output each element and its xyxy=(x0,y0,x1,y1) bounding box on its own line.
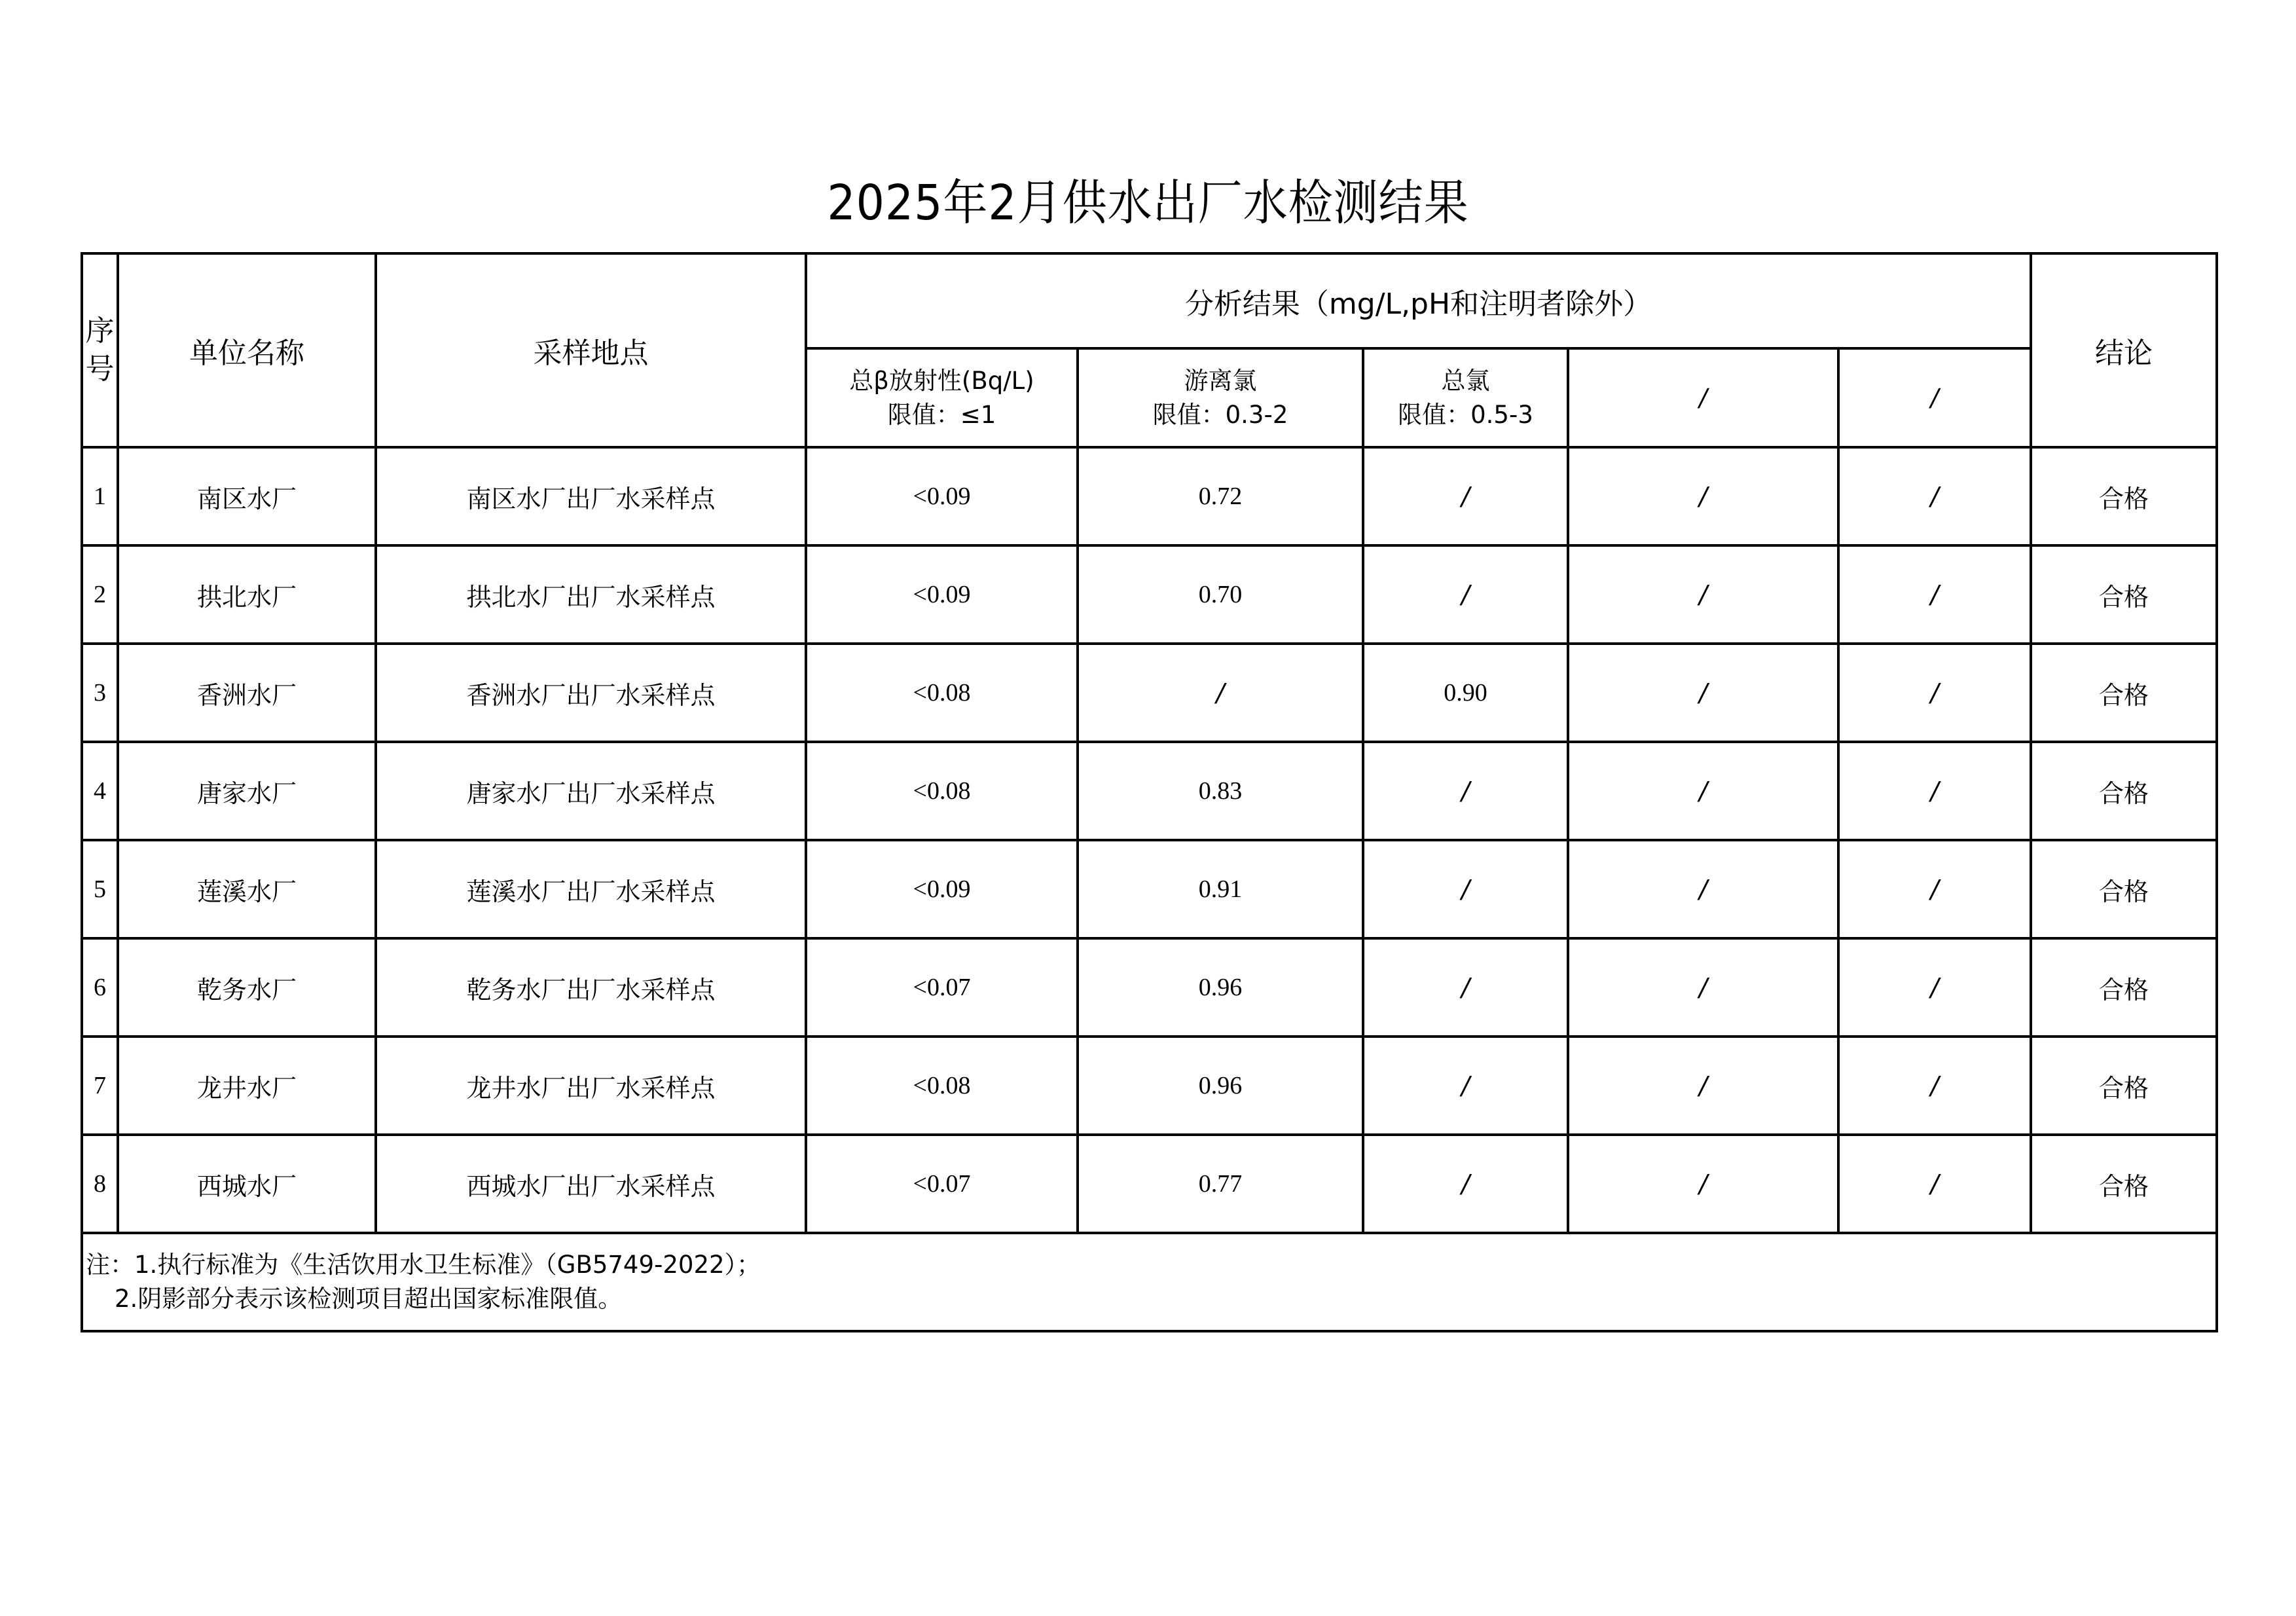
header-sampling-site: 采样地点 xyxy=(376,253,806,447)
cell-col4: / xyxy=(1568,545,1838,644)
cell-beta: <0.08 xyxy=(806,1037,1078,1135)
cell-col5: / xyxy=(1838,545,2031,644)
cell-unit: 香洲水厂 xyxy=(118,644,376,742)
cell-beta: <0.09 xyxy=(806,545,1078,644)
table-row xyxy=(82,840,2217,938)
cell-free-chlorine: 0.70 xyxy=(1078,545,1363,644)
cell-conclusion: 合格 xyxy=(2031,938,2217,1037)
header-seq-label: 序号 xyxy=(85,314,115,386)
notes-cell xyxy=(82,1233,2217,1331)
cell-free-chlorine: / xyxy=(1078,644,1363,742)
cell-site: 南区水厂出厂水采样点 xyxy=(376,447,806,545)
cell-total-chlorine: 0.90 xyxy=(1363,644,1568,742)
cell-col4: / xyxy=(1568,938,1838,1037)
cell-col5: / xyxy=(1838,1135,2031,1233)
cell-unit: 龙井水厂 xyxy=(118,1037,376,1135)
cell-site: 莲溪水厂出厂水采样点 xyxy=(376,840,806,938)
table-row xyxy=(82,545,2217,644)
cell-conclusion: 合格 xyxy=(2031,1135,2217,1233)
cell-seq: 8 xyxy=(82,1135,118,1233)
cell-site: 香洲水厂出厂水采样点 xyxy=(376,644,806,742)
cell-col4: / xyxy=(1568,644,1838,742)
cell-conclusion: 合格 xyxy=(2031,447,2217,545)
table-row xyxy=(82,1037,2217,1135)
cell-col4: / xyxy=(1568,1135,1838,1233)
cell-col5: / xyxy=(1838,644,2031,742)
cell-unit: 莲溪水厂 xyxy=(118,840,376,938)
header-beta-limit: 限值：≤1 xyxy=(887,400,996,429)
header-total-chlorine-name: 总氯 xyxy=(1441,366,1490,395)
cell-col4: / xyxy=(1568,840,1838,938)
cell-total-chlorine: / xyxy=(1363,938,1568,1037)
cell-site: 唐家水厂出厂水采样点 xyxy=(376,742,806,840)
cell-beta: <0.09 xyxy=(806,840,1078,938)
cell-col4: / xyxy=(1568,1037,1838,1135)
cell-free-chlorine: 0.83 xyxy=(1078,742,1363,840)
cell-conclusion: 合格 xyxy=(2031,644,2217,742)
note-shading: 2.阴影部分表示该检测项目超出国家标准限值。 xyxy=(115,1285,623,1313)
cell-col5: / xyxy=(1838,840,2031,938)
cell-conclusion: 合格 xyxy=(2031,545,2217,644)
cell-site: 乾务水厂出厂水采样点 xyxy=(376,938,806,1037)
header-beta-radioactivity xyxy=(806,348,1078,447)
cell-free-chlorine: 0.96 xyxy=(1078,938,1363,1037)
cell-free-chlorine: 0.72 xyxy=(1078,447,1363,545)
cell-conclusion: 合格 xyxy=(2031,840,2217,938)
table-row xyxy=(82,742,2217,840)
cell-total-chlorine: / xyxy=(1363,840,1568,938)
notes-row xyxy=(82,1233,2217,1331)
water-quality-results-table xyxy=(81,252,2218,1332)
cell-unit: 西城水厂 xyxy=(118,1135,376,1233)
cell-total-chlorine: / xyxy=(1363,1135,1568,1233)
cell-col4: / xyxy=(1568,447,1838,545)
page-title: 2025年2月供水出厂水检测结果 xyxy=(827,175,1469,231)
cell-seq: 3 xyxy=(82,644,118,742)
cell-free-chlorine: 0.96 xyxy=(1078,1037,1363,1135)
cell-col5: / xyxy=(1838,938,2031,1037)
cell-free-chlorine: 0.91 xyxy=(1078,840,1363,938)
cell-seq: 2 xyxy=(82,545,118,644)
cell-total-chlorine: / xyxy=(1363,447,1568,545)
cell-site: 龙井水厂出厂水采样点 xyxy=(376,1037,806,1135)
header-seq xyxy=(82,253,118,447)
cell-seq: 7 xyxy=(82,1037,118,1135)
cell-col5: / xyxy=(1838,1037,2031,1135)
cell-total-chlorine: / xyxy=(1363,742,1568,840)
cell-total-chlorine: / xyxy=(1363,1037,1568,1135)
cell-seq: 6 xyxy=(82,938,118,1037)
header-free-chlorine-limit: 限值：0.3-2 xyxy=(1152,400,1288,429)
cell-unit: 拱北水厂 xyxy=(118,545,376,644)
cell-col5: / xyxy=(1838,742,2031,840)
header-free-chlorine-name: 游离氯 xyxy=(1184,366,1257,395)
cell-beta: <0.08 xyxy=(806,644,1078,742)
header-empty-col-4: / xyxy=(1568,348,1838,447)
table-row xyxy=(82,1135,2217,1233)
cell-col4: / xyxy=(1568,742,1838,840)
cell-unit: 乾务水厂 xyxy=(118,938,376,1037)
cell-beta: <0.07 xyxy=(806,938,1078,1037)
table-row xyxy=(82,938,2217,1037)
cell-beta: <0.08 xyxy=(806,742,1078,840)
table-row xyxy=(82,644,2217,742)
cell-unit: 唐家水厂 xyxy=(118,742,376,840)
header-unit-name: 单位名称 xyxy=(118,253,376,447)
cell-seq: 5 xyxy=(82,840,118,938)
cell-seq: 4 xyxy=(82,742,118,840)
cell-free-chlorine: 0.77 xyxy=(1078,1135,1363,1233)
header-row-top xyxy=(82,253,2217,348)
header-empty-col-5: / xyxy=(1838,348,2031,447)
header-total-chlorine xyxy=(1363,348,1568,447)
header-analysis-results: 分析结果（mg/L,pH和注明者除外） xyxy=(806,253,2031,348)
cell-total-chlorine: / xyxy=(1363,545,1568,644)
cell-conclusion: 合格 xyxy=(2031,742,2217,840)
cell-beta: <0.09 xyxy=(806,447,1078,545)
header-free-chlorine xyxy=(1078,348,1363,447)
cell-site: 拱北水厂出厂水采样点 xyxy=(376,545,806,644)
cell-seq: 1 xyxy=(82,447,118,545)
cell-col5: / xyxy=(1838,447,2031,545)
cell-site: 西城水厂出厂水采样点 xyxy=(376,1135,806,1233)
header-conclusion: 结论 xyxy=(2031,253,2217,447)
cell-beta: <0.07 xyxy=(806,1135,1078,1233)
cell-unit: 南区水厂 xyxy=(118,447,376,545)
cell-conclusion: 合格 xyxy=(2031,1037,2217,1135)
header-beta-name: 总β放射性(Bq/L) xyxy=(849,366,1034,395)
header-total-chlorine-limit: 限值：0.5-3 xyxy=(1398,400,1533,429)
table-row xyxy=(82,447,2217,545)
note-standard: 注：1.执行标准为《生活饮用水卫生标准》（GB5749-2022）； xyxy=(86,1251,761,1279)
